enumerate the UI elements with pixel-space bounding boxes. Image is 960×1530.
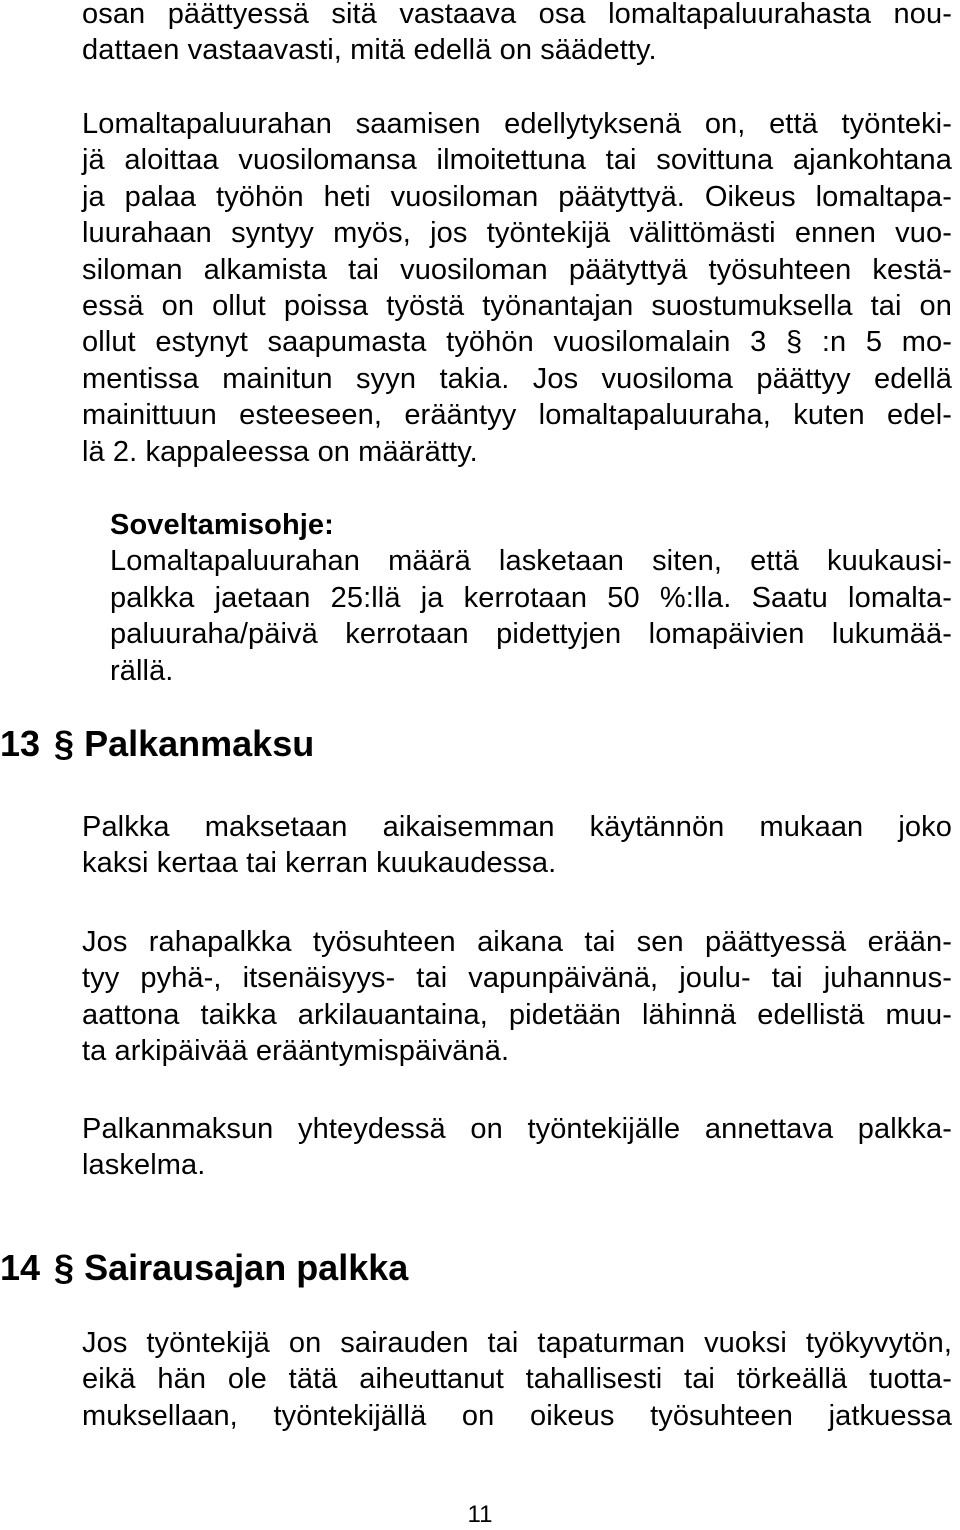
text-line: ollut estynyt saapumasta työhön vuosilomalain 3 § :n 5 mo- [82,326,952,359]
text-line: Jos työntekijä on sairauden tai tapaturman vuoksi työkyvytön, [82,1327,952,1359]
section-heading-13 [0,722,314,766]
text-line: rällä. [110,654,174,687]
section-title: Palkanmaksu [84,723,315,764]
text-line: essä on ollut poissa työstä työnantajan suostumuksella tai on [82,290,952,323]
guideline-title: Soveltamisohje: [110,509,334,541]
text-line: ja palaa työhön heti vuosiloman päätyttyä. Oikeus lomaltapa- [82,180,952,213]
text-line: osan päättyessä sitä vastaava osa lomaltapaluurahasta nou- [82,0,952,30]
section-number: 13 [0,723,41,764]
text-line: mainittuun esteeseen, erääntyy lomaltapaluuraha, kuten edel- [82,399,952,432]
page-number: 11 [467,1501,493,1528]
text-line: Jos rahapalkka työsuhteen aikana tai sen päättyessä erään- [82,926,952,958]
text-line: eikä hän ole tätä aiheuttanut tahallisesti tai törkeällä tuotta- [82,1363,952,1396]
paragraph-holiday-return-conditions [82,106,952,470]
text-line: muksellaan, työntekijällä on oikeus työsuhteen jatkuessa [82,1399,952,1432]
text-line: lä 2. kappaleessa on määrätty. [82,435,478,468]
text-line: siloman alkamista tai vuosiloman päätyttyä työsuhteen kestä- [82,253,952,286]
paragraph-payment-frequency [82,809,952,882]
section-number: 14 [0,1247,41,1288]
text-line: tyy pyhä-, itsenäisyys- tai vapunpäivänä, joulu- tai juhannus- [82,962,952,995]
text-line: Palkanmaksun yhteydessä on työntekijälle annettava palkka- [82,1113,952,1145]
section-heading-14 [0,1246,408,1290]
section-sign: § [54,723,75,764]
section-sign: § [54,1247,75,1288]
text-line: aattona taikka arkilauantaina, pidetään lähinnä edellistä muu- [82,998,952,1031]
application-guideline [110,507,952,689]
paragraph-payment-holiday [82,924,952,1070]
section-title: Sairausajan palkka [84,1247,409,1288]
text-line: kaksi kertaa tai kerran kuukaudessa. [82,847,557,880]
paragraph-sick-pay [82,1325,952,1434]
text-line: ta arkipäivää erääntymispäivänä. [82,1035,510,1068]
text-line: mentissa mainitun syyn takia. Jos vuosiloma päättyy edellä [82,362,952,395]
text-line: Lomaltapaluurahan määrä lasketaan siten, että kuukausi- [110,545,952,578]
text-line: dattaen vastaavasti, mitä edellä on säädetty. [82,34,657,67]
paragraph-payslip [82,1111,952,1184]
text-line: jä aloittaa vuosilomansa ilmoitettuna tai sovittuna ajankohtana [82,144,952,177]
text-line: Palkka maksetaan aikaisemman käytännön mukaan joko [82,811,952,843]
paragraph-holiday-return-continuation [82,0,952,69]
text-line: luurahaan syntyy myös, jos työntekijä välittömästi ennen vuo- [82,217,952,250]
text-line: Lomaltapaluurahan saamisen edellytyksenä on, että työnteki- [82,108,952,140]
text-line: paluuraha/päivä kerrotaan pidettyjen lomapäivien lukumää- [110,618,952,651]
text-line: palkka jaetaan 25:llä ja kerrotaan 50 %:lla. Saatu lomalta- [110,581,952,614]
text-line: laskelma. [82,1149,206,1182]
